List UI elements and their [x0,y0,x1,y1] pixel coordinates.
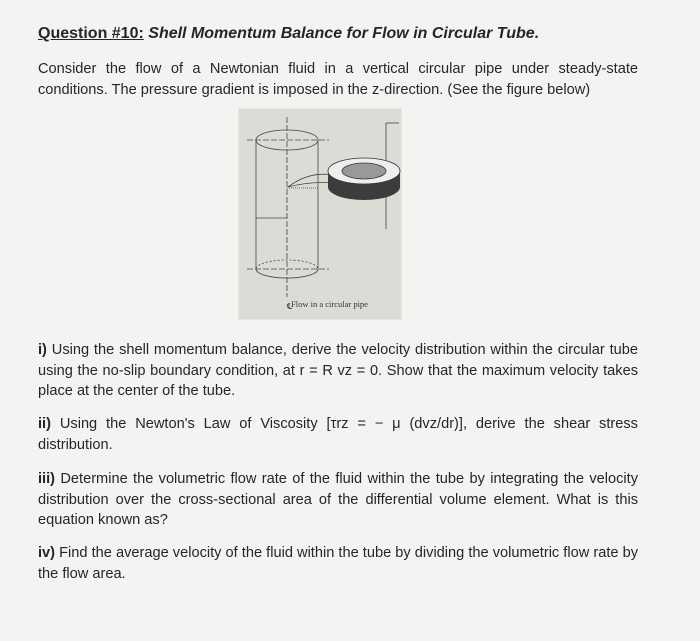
part-label: iv) [38,545,56,561]
part-ii [38,414,638,455]
figure-caption: Flow in a circular pipe [291,299,368,309]
part-label: ii) [38,416,51,432]
question-title: Shell Momentum Balance for Flow in Circular Tube. [148,25,540,42]
part-text: Using the shell momentum balance, derive the velocity distribution within the circular tube using the no-slip boundary condition, at r = R vz = 0. Show that the maximum velocity takes place at the center of the tube. [38,342,638,400]
part-i [38,340,638,402]
svg-text:℄: ℄ [287,302,293,311]
part-text: Determine the volumetric flow rate of the fluid within the tube by integrating the velocity distribution over the cross-sectional area of the differential volume element. What is this equation known as? [38,471,638,529]
part-iv [38,543,638,584]
part-iii [38,469,638,531]
intro-paragraph: Consider the flow of a Newtonian fluid in a vertical circular pipe under steady-state conditions. The pressure gradient is imposed in the z-direction. (See the figure below) [38,61,638,98]
question-number: Question #10: [38,25,144,42]
pipe-diagram [239,109,401,319]
part-text: Find the average velocity of the fluid within the tube by dividing the volumetric flow rate by the flow area. [38,545,638,582]
question-heading [38,24,638,45]
part-text: Using the Newton's Law of Viscosity [τrz = − μ (dvz/dr)], derive the shear stress distribution. [38,416,638,453]
part-label: iii) [38,471,56,487]
figure-flow-in-pipe [238,108,402,320]
part-label: i) [38,342,47,358]
